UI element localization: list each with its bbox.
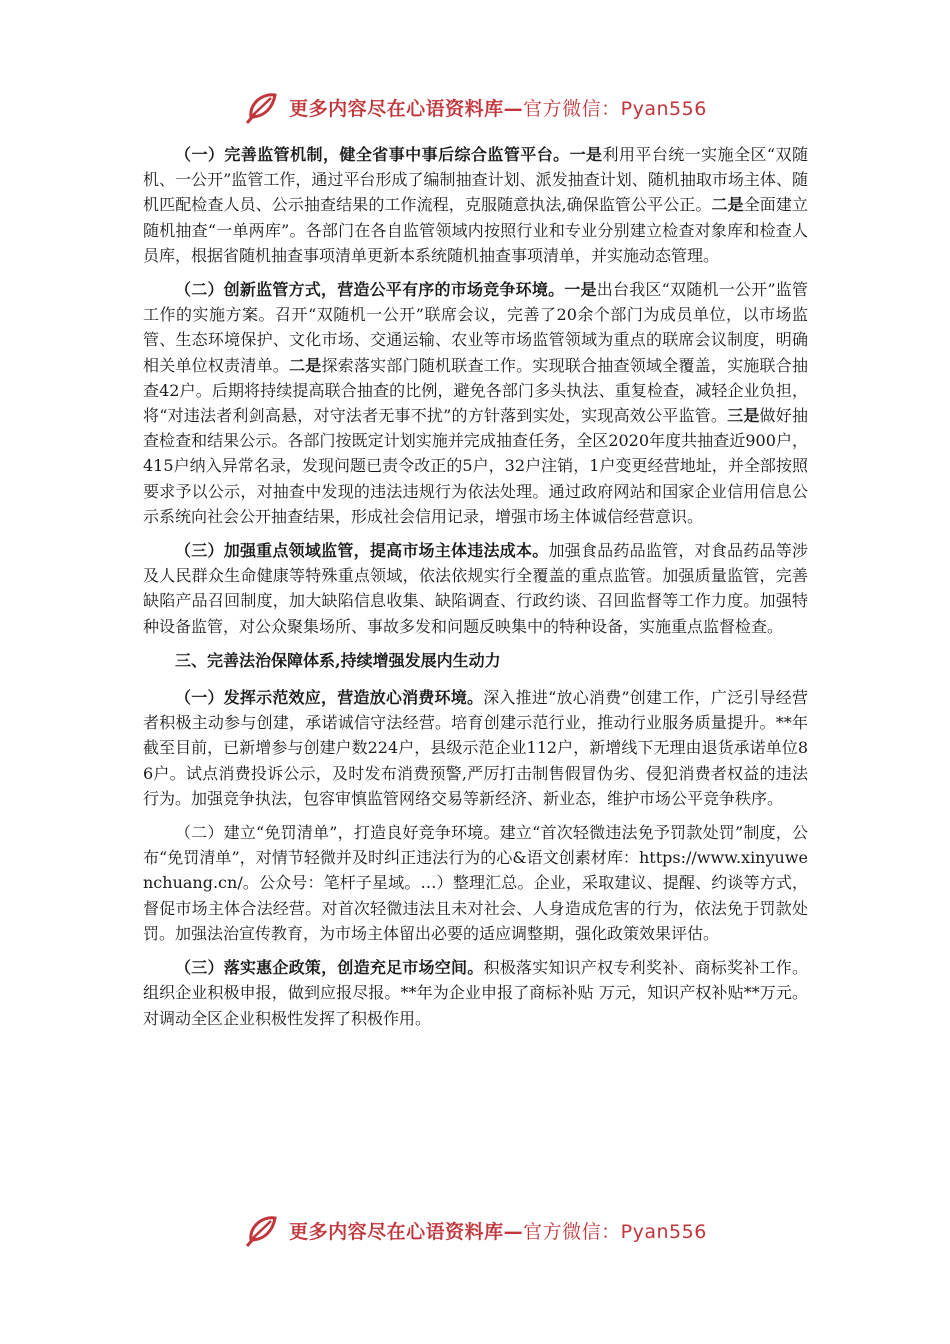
paragraph-2-text-3: 做好抽查检查和结果公示。各部门按既定计划实施并完成抽查任务，全区2020年度共抽查近900户，415户纳入异常名录，发现问题已责令改正的5户，32户注销，1户变更经营地址，并全部按照要求予以公示，对抽查中发现的违法违规行为依法处理。通过政府网站和国家企业信用信息公示系统向社会公开抽查结果，形成社会信用记录，增强市场主体诚信经营意识。	[143, 406, 808, 526]
paragraph-1-marker-1: 一是	[569, 145, 603, 164]
paragraph-1-marker-2: 二是	[711, 195, 744, 215]
banner-dash: —	[503, 97, 524, 120]
paragraph-3	[143, 538, 808, 639]
footer-banner	[0, 1207, 950, 1253]
paragraph-3-heading: （三）加强重点领域监管，提高市场主体违法成本。	[175, 541, 549, 561]
paragraph-2-marker-1: 一是	[564, 280, 597, 300]
banner-wechat-text: 官方微信：Pyan556	[523, 97, 707, 120]
paragraph-6-heading: （三）落实惠企政策，创造充足市场空间。	[175, 958, 484, 978]
paragraph-5-text: （二）建立“免罚清单”，打造良好竞争环境。建立“首次轻微违法免予罚款处罚”制度，公布“免罚清单”，对情节轻微并及时纠正违法行为的心&语文创素材库：https://www.xinyuwenchuang.cn/。公众号：笔杆子星域。…）整理汇总。企业，采取建议、提醒、约谈等方式，督促市场主体合法经营。对首次轻微违法且未对社会、人身造成危害的行为，依法免于罚款处罚。加强法治宣传教育，为市场主体留出必要的适应调整期，强化政策效果评估。	[143, 823, 808, 943]
paragraph-4-text: 深入推进“放心消费”创建工作，广泛引导经营者积极主动参与创建，承诺诚信守法经营。培育创建示范行业，推动行业服务质量提升。**年截至目前，已新增参与创建户数224户，县级示范企业112户，新增线下无理由退货承诺单位86户。试点消费投诉公示，及时发布消费预警,严厉打击制售假冒伪劣、侵犯消费者权益的违法行为。加强竞争执法，包容审慎监管网络交易等新经济、新业态，维护市场公平竞争秩序。	[143, 688, 808, 808]
leaf-pen-logo-icon	[243, 1210, 283, 1250]
paragraph-2-text-1: 出台我区“双随机一公开”监管工作的实施方案。召开“双随机一公开”联席会议，完善了20余个部门为成员单位，以市场监管、生态环境保护、文化市场、交通运输、农业等市场监管领域为重点的联席会议制度，明确相关单位权责清单。	[143, 280, 808, 375]
banner-text	[289, 1217, 707, 1244]
document-body	[143, 142, 808, 1040]
banner-text	[289, 94, 707, 121]
banner-wechat-text: 官方微信：Pyan556	[523, 1220, 707, 1243]
paragraph-2	[143, 277, 808, 529]
header-banner	[0, 84, 950, 130]
banner-site-text: 更多内容尽在心语资料库	[289, 1220, 504, 1243]
paragraph-6	[143, 955, 808, 1031]
paragraph-2-text-2: 探索落实部门随机联查工作。实现联合抽查领域全覆盖，实施联合抽查42户。后期将持续提高联合抽查的比例，避免各部门多头执法、重复检查，减轻企业负担，将“对违法者利剑高悬，对守法者无事不扰”的方针落到实处，实现高效公平监管。	[143, 355, 808, 426]
paragraph-4-heading: （一）发挥示范效应，营造放心消费环境。	[175, 688, 484, 708]
paragraph-2-marker-3: 三是	[727, 406, 760, 426]
paragraph-5	[143, 820, 808, 946]
paragraph-4	[143, 685, 808, 811]
paragraph-1-heading: （一）完善监管机制，健全省事中事后综合监管平台。	[175, 145, 570, 164]
paragraph-6-text: 积极落实知识产权专利奖补、商标奖补工作。组织企业积极申报，做到应报尽报。**年为企业申报了商标补贴 万元，知识产权补贴**万元。对调动全区企业积极性发挥了积极作用。	[143, 958, 808, 1028]
paragraph-1-text-1: 利用平台统一实施全区“双随机、一公开”监管工作，通过平台形成了编制抽查计划、派发抽查计划、随机抽取市场主体、随机匹配检查人员、公示抽查结果的工作流程，克服随意执法,确保监管公平公正。	[143, 145, 808, 215]
paragraph-2-marker-2: 二是	[289, 355, 322, 375]
leaf-pen-logo-icon	[243, 87, 283, 127]
section-3-heading: 三、完善法治保障体系,持续增强发展内生动力	[175, 650, 501, 670]
banner-dash: —	[503, 1220, 524, 1243]
paragraph-1-text-2: 全面建立随机抽查“一单两库”。各部门在各自监管领域内按照行业和专业分别建立检查对象库和检查人员库，根据省随机抽查事项清单更新本系统随机抽查事项清单，并实施动态管理。	[143, 195, 808, 265]
paragraph-3-text: 加强食品药品监管，对食品药品等涉及人民群众生命健康等特殊重点领域，依法依规实行全覆盖的重点监管。加强质量监管，完善缺陷产品召回制度，加大缺陷信息收集、缺陷调查、行政约谈、召回监督等工作力度。加强特种设备监管，对公众聚集场所、事故多发和问题反映集中的特种设备，实施重点监督检查。	[143, 541, 808, 636]
paragraph-2-heading: （二）创新监管方式，营造公平有序的市场竞争环境。	[175, 280, 565, 300]
paragraph-1	[143, 142, 808, 268]
banner-site-text: 更多内容尽在心语资料库	[289, 97, 504, 120]
